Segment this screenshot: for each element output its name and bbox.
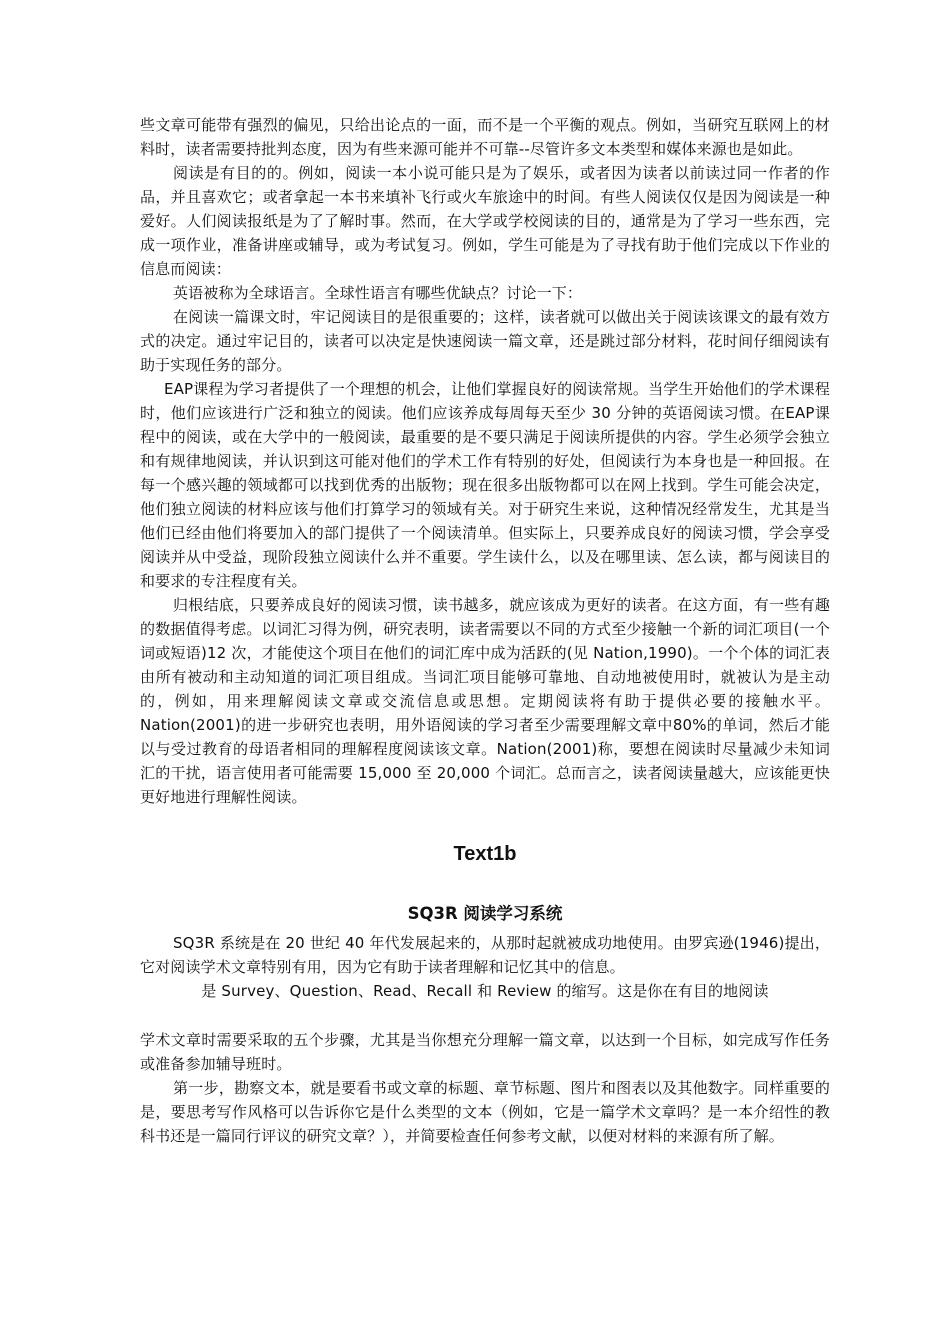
paragraph-assignment-prompt: 英语被称为全球语言。全球性语言有哪些优缺点？讨论一下： bbox=[173, 284, 583, 302]
document-body bbox=[140, 113, 830, 1148]
paragraph-remember-purpose: 在阅读一篇课文时，牢记阅读目的是很重要的；这样，读者就可以做出关于阅读该课文的最有效方式的决定。通过牢记目的，读者可以决定是快速阅读一篇文章，还是跳过部分材料，花时间仔细阅读有助于实现任务的部分。 bbox=[140, 308, 830, 374]
centered-sq3r-acronym-line: 是 Survey、Question、Read、Recall 和 Review 的缩写。这是你在有目的地阅读 bbox=[201, 982, 769, 1000]
paragraph-sq3r-intro: SQ3R 系统是在 20 世纪 40 年代发展起来的，从那时起就被成功地使用。由罗宾逊(1946)提出，它对阅读学术文章特别有用，因为它有助于读者理解和记忆其中的信息。 bbox=[140, 934, 830, 976]
paragraph-five-steps: 学术文章时需要采取的五个步骤，尤其是当你想充分理解一篇文章，以达到一个目标，如完成写作任务或准备参加辅导班时。 bbox=[140, 1031, 830, 1073]
paragraph-survey-step: 第一步，勘察文本，就是要看书或文章的标题、章节标题、图片和图表以及其他数字。同样重要的是，要思考写作风格可以告诉你它是什么类型的文本（例如，它是一篇学术文章吗？是一本介绍性的教科书还是一篇同行评议的研究文章？），并简要检查任何参考文献，以便对材料的来源有所了解。 bbox=[140, 1079, 830, 1145]
paragraph-eap-course: EAP课程为学习者提供了一个理想的机会，让他们掌握良好的阅读常规。当学生开始他们的学术课程时，他们应该进行广泛和独立的阅读。他们应该养成每周每天至少 30 分钟的英语阅读习惯。在EAP课程中的阅读，或在大学中的一般阅读，最重要的是不要只满足于阅读所提供的内容。学生必须学会独立和有规律地阅读，并认识到这可能对他们的学术工作有特别的好处，但阅读行为本身也是一种回报。在每一个感兴趣的领域都可以找到优秀的出版物；现在很多出版物都可以在网上找到。学生可能会决定，他们独立阅读的材料应该与他们打算学习的领域有关。对于研究生来说，这种情况经常发生，尤其是当他们已经由他们将要加入的部门提供了一个阅读清单。但实际上，只要养成良好的阅读习惯，学会享受阅读并从中受益，现阶段独立阅读什么并不重要。学生读什么，以及在哪里读、怎么读，都与阅读目的和要求的专注程度有关。 bbox=[140, 380, 830, 590]
heading-text1b: Text1b bbox=[453, 843, 517, 865]
heading-sq3r-system: SQ3R 阅读学习系统 bbox=[407, 904, 563, 923]
paragraph-bias-continuation: 些文章可能带有强烈的偏见，只给出论点的一面，而不是一个平衡的观点。例如，当研究互联网上的材料时，读者需要持批判态度，因为有些来源可能并不可靠--尽管许多文本类型和媒体来源也是如此。 bbox=[140, 116, 830, 158]
paragraph-reading-purpose: 阅读是有目的的。例如，阅读一本小说可能只是为了娱乐，或者因为读者以前读过同一作者的作品，并且喜欢它；或者拿起一本书来填补飞行或火车旅途中的时间。有些人阅读仅仅是因为阅读是一种爱好。人们阅读报纸是为了了解时事。然而，在大学或学校阅读的目的，通常是为了学习一些东西，完成一项作业，准备讲座或辅导，或为考试复习。例如，学生可能是为了寻找有助于他们完成以下作业的信息而阅读： bbox=[140, 164, 830, 278]
paragraph-vocabulary-research: 归根结底，只要养成良好的阅读习惯，读书越多，就应该成为更好的读者。在这方面，有一些有趣的数据值得考虑。以词汇习得为例，研究表明，读者需要以不同的方式至少接触一个新的词汇项目(一个词或短语)12 次，才能使这个项目在他们的词汇库中成为活跃的(见 Nation,1990)。一个个体的词汇表由所有被动和主动知道的词汇项目组成。当词汇项目能够可靠地、自动地被使用时，就被认为是主动的，例如，用来理解阅读文章或交流信息或思想。定期阅读将有助于提供必要的接触水平。Nation(2001)的进一步研究也表明，用外语阅读的学习者至少需要理解文章中80%的单词，然后才能以与受过教育的母语者相同的理解程度阅读该文章。Nation(2001)称，要想在阅读时尽量减少未知词汇的干扰，语言使用者可能需要 15,000 至 20,000 个词汇。总而言之，读者阅读量越大，应该能更快更好地进行理解性阅读。 bbox=[140, 596, 830, 806]
